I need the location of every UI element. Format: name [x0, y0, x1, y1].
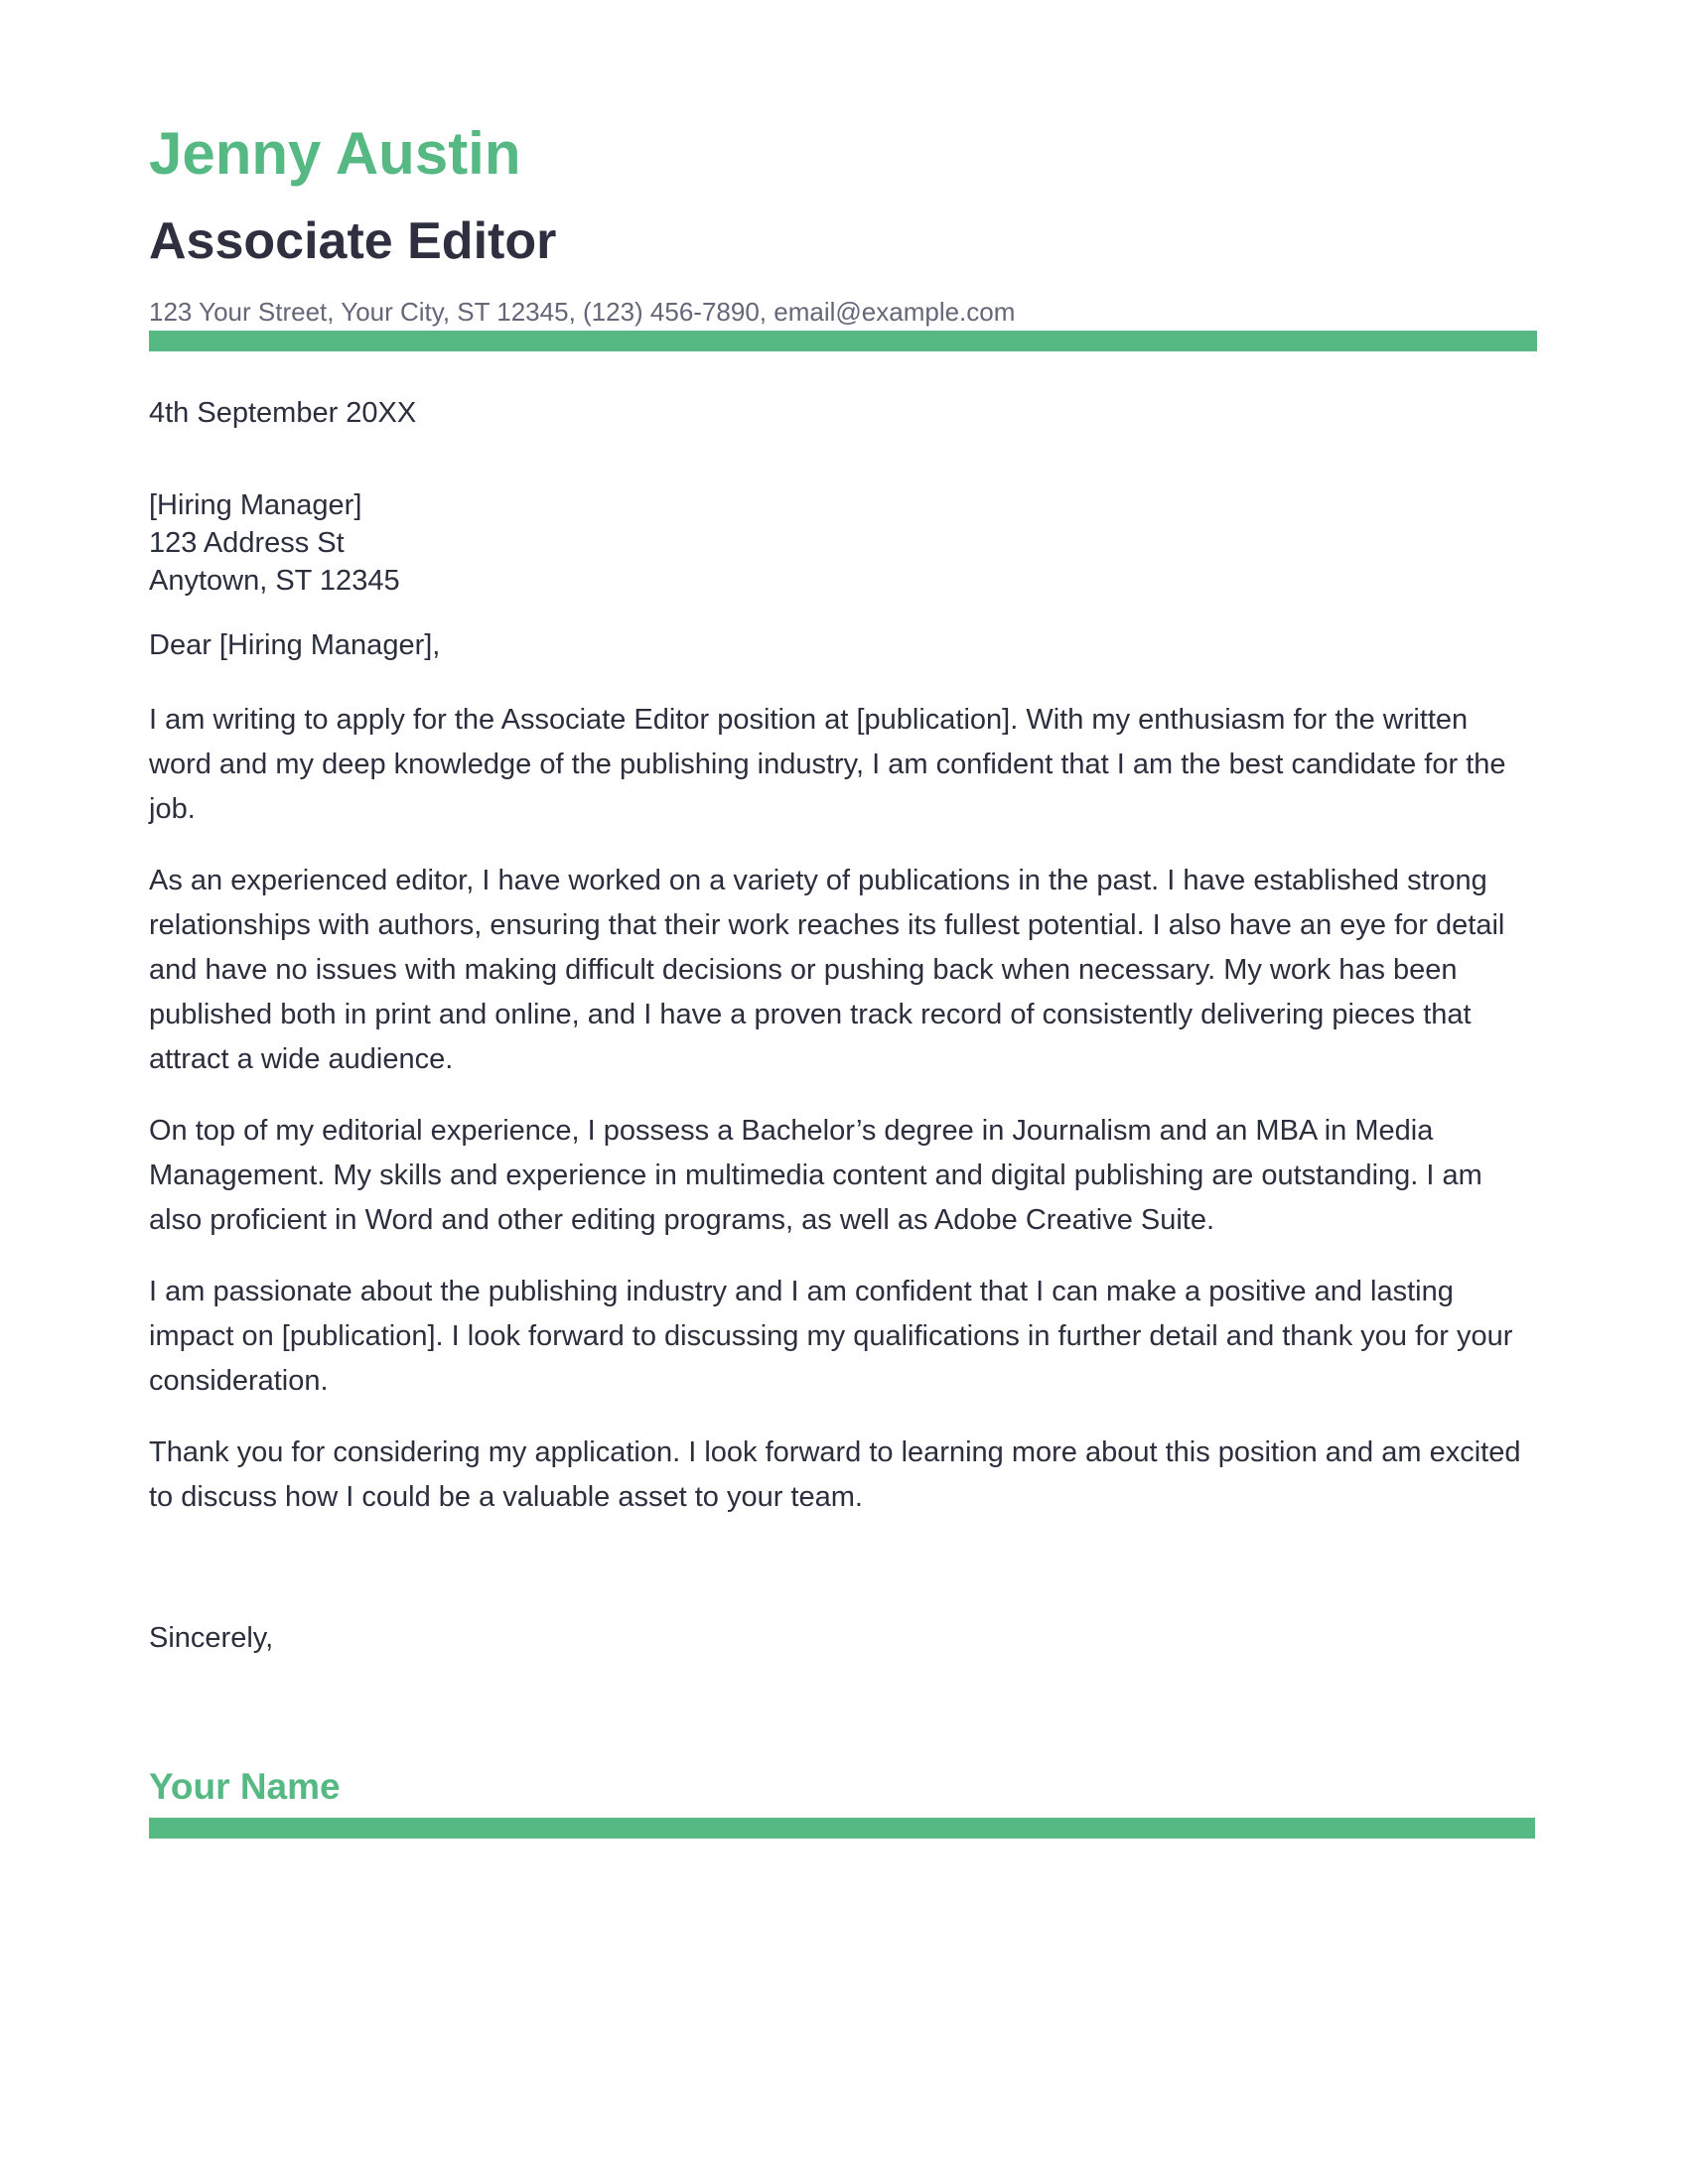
recipient-city: Anytown, ST 12345	[149, 565, 400, 597]
body-paragraph: I am passionate about the publishing industry and I am confident that I can make a positive and lasting impact on [publication]. I look forward to discussing my qualifications in further detail and thank you for your consideration.	[149, 1276, 1513, 1397]
header-divider	[149, 331, 1537, 351]
recipient-address	[149, 486, 400, 600]
applicant-name: Jenny Austin	[149, 120, 521, 187]
salutation: Dear [Hiring Manager],	[149, 629, 441, 661]
recipient-name: [Hiring Manager]	[149, 489, 362, 521]
contact-info: 123 Your Street, Your City, ST 12345, (123) 456-7890, email@example.com	[149, 297, 1016, 327]
letter-date: 4th September 20XX	[149, 397, 417, 429]
body-paragraph: Thank you for considering my application. I look forward to learning more about this position and am excited to discuss how I could be a valuable asset to your team.	[149, 1436, 1521, 1513]
body-paragraph: I am writing to apply for the Associate Editor position at [publication]. With my enthusiasm for the written word and my deep knowledge of the publishing industry, I am confident that I am the best candidate for the job.	[149, 704, 1506, 825]
letter-body	[149, 698, 1537, 1547]
job-title: Associate Editor	[149, 212, 557, 270]
signature-name: Your Name	[149, 1766, 341, 1807]
recipient-street: 123 Address St	[149, 527, 345, 559]
body-paragraph: As an experienced editor, I have worked on a variety of publications in the past. I have established strong relationships with authors, ensuring that their work reaches its fullest potential. I also have an eye for detail and have no issues with making difficult decisions or pushing back when necessary. My work has been published both in print and online, and I have a proven track record of consistently delivering pieces that attract a wide audience.	[149, 865, 1505, 1075]
body-paragraph: On top of my editorial experience, I possess a Bachelor’s degree in Journalism and an MBA in Media Management. My skills and experience in multimedia content and digital publishing are outstanding. I am also proficient in Word and other editing programs, as well as Adobe Creative Suite.	[149, 1115, 1482, 1236]
footer-divider	[149, 1818, 1535, 1839]
closing: Sincerely,	[149, 1622, 274, 1654]
